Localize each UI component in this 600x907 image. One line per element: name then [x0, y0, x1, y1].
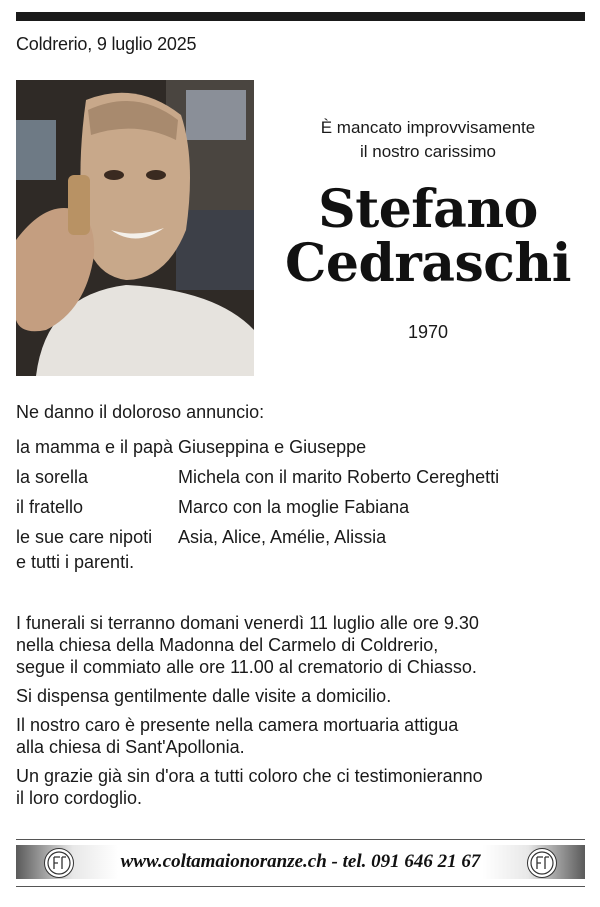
family-relation: la sorella	[16, 466, 89, 487]
family-row	[16, 522, 584, 552]
viewing-paragraph	[16, 714, 584, 758]
paragraph-line: Un grazie già sin d'ora a tutti coloro che ci testimonieranno	[16, 766, 483, 786]
portrait-photo	[16, 80, 254, 376]
family-row	[16, 462, 584, 492]
family-names: Giuseppina e Giuseppe	[178, 436, 367, 457]
footer-bar	[16, 845, 585, 879]
family-relation: la mamma e il papà	[16, 436, 174, 457]
family-names: Michela con il marito Roberto Cereghetti	[178, 466, 500, 487]
paragraph-line: I funerali si terranno domani venerdì 11 luglio alle ore 9.30	[16, 613, 479, 633]
paragraph-line: segue il commiato alle ore 11.00 al crematorio di Chiasso.	[16, 657, 477, 677]
paragraph-line: nella chiesa della Madonna del Carmelo di Coldrerio,	[16, 635, 439, 655]
deceased-name	[272, 179, 584, 294]
death-announcement-intro	[272, 116, 584, 164]
funeral-details	[16, 612, 584, 816]
funeral-paragraph	[16, 612, 584, 678]
family-names: Asia, Alice, Amélie, Alissia	[178, 526, 387, 547]
first-name: Stefano	[318, 179, 538, 240]
family-list	[16, 432, 584, 552]
family-row	[16, 492, 584, 522]
footer-contact: www.coltamaionoranze.ch - tel. 091 646 21 67	[120, 851, 481, 872]
family-relation: le sue care nipoti	[16, 526, 153, 547]
visits-paragraph	[16, 685, 584, 707]
paragraph-line: Il nostro caro è presente nella camera mortuaria attigua	[16, 715, 459, 735]
funeral-home-logo-icon	[527, 848, 557, 878]
family-names: Marco con la moglie Fabiana	[178, 496, 410, 517]
paragraph-line: il loro cordoglio.	[16, 788, 143, 808]
footer-rule-top	[16, 839, 585, 840]
announcement-lead: Ne danno il doloroso annuncio:	[16, 402, 265, 422]
intro-line: È mancato improvvisamente	[320, 118, 536, 137]
paragraph-line: Si dispensa gentilmente dalle visite a domicilio.	[16, 686, 392, 706]
family-relation: il fratello	[16, 496, 84, 517]
footer-rule-bottom	[16, 886, 585, 887]
paragraph-line: alla chiesa di Sant'Apollonia.	[16, 737, 245, 757]
announcement-closing: e tutti i parenti.	[16, 552, 135, 572]
top-rule	[16, 12, 585, 21]
birth-year: 1970	[407, 322, 449, 342]
last-name: Cedraschi	[285, 233, 571, 294]
place-date: Coldrerio, 9 luglio 2025	[16, 34, 197, 54]
family-row	[16, 432, 584, 462]
thanks-paragraph	[16, 765, 584, 809]
intro-line: il nostro carissimo	[359, 142, 497, 161]
